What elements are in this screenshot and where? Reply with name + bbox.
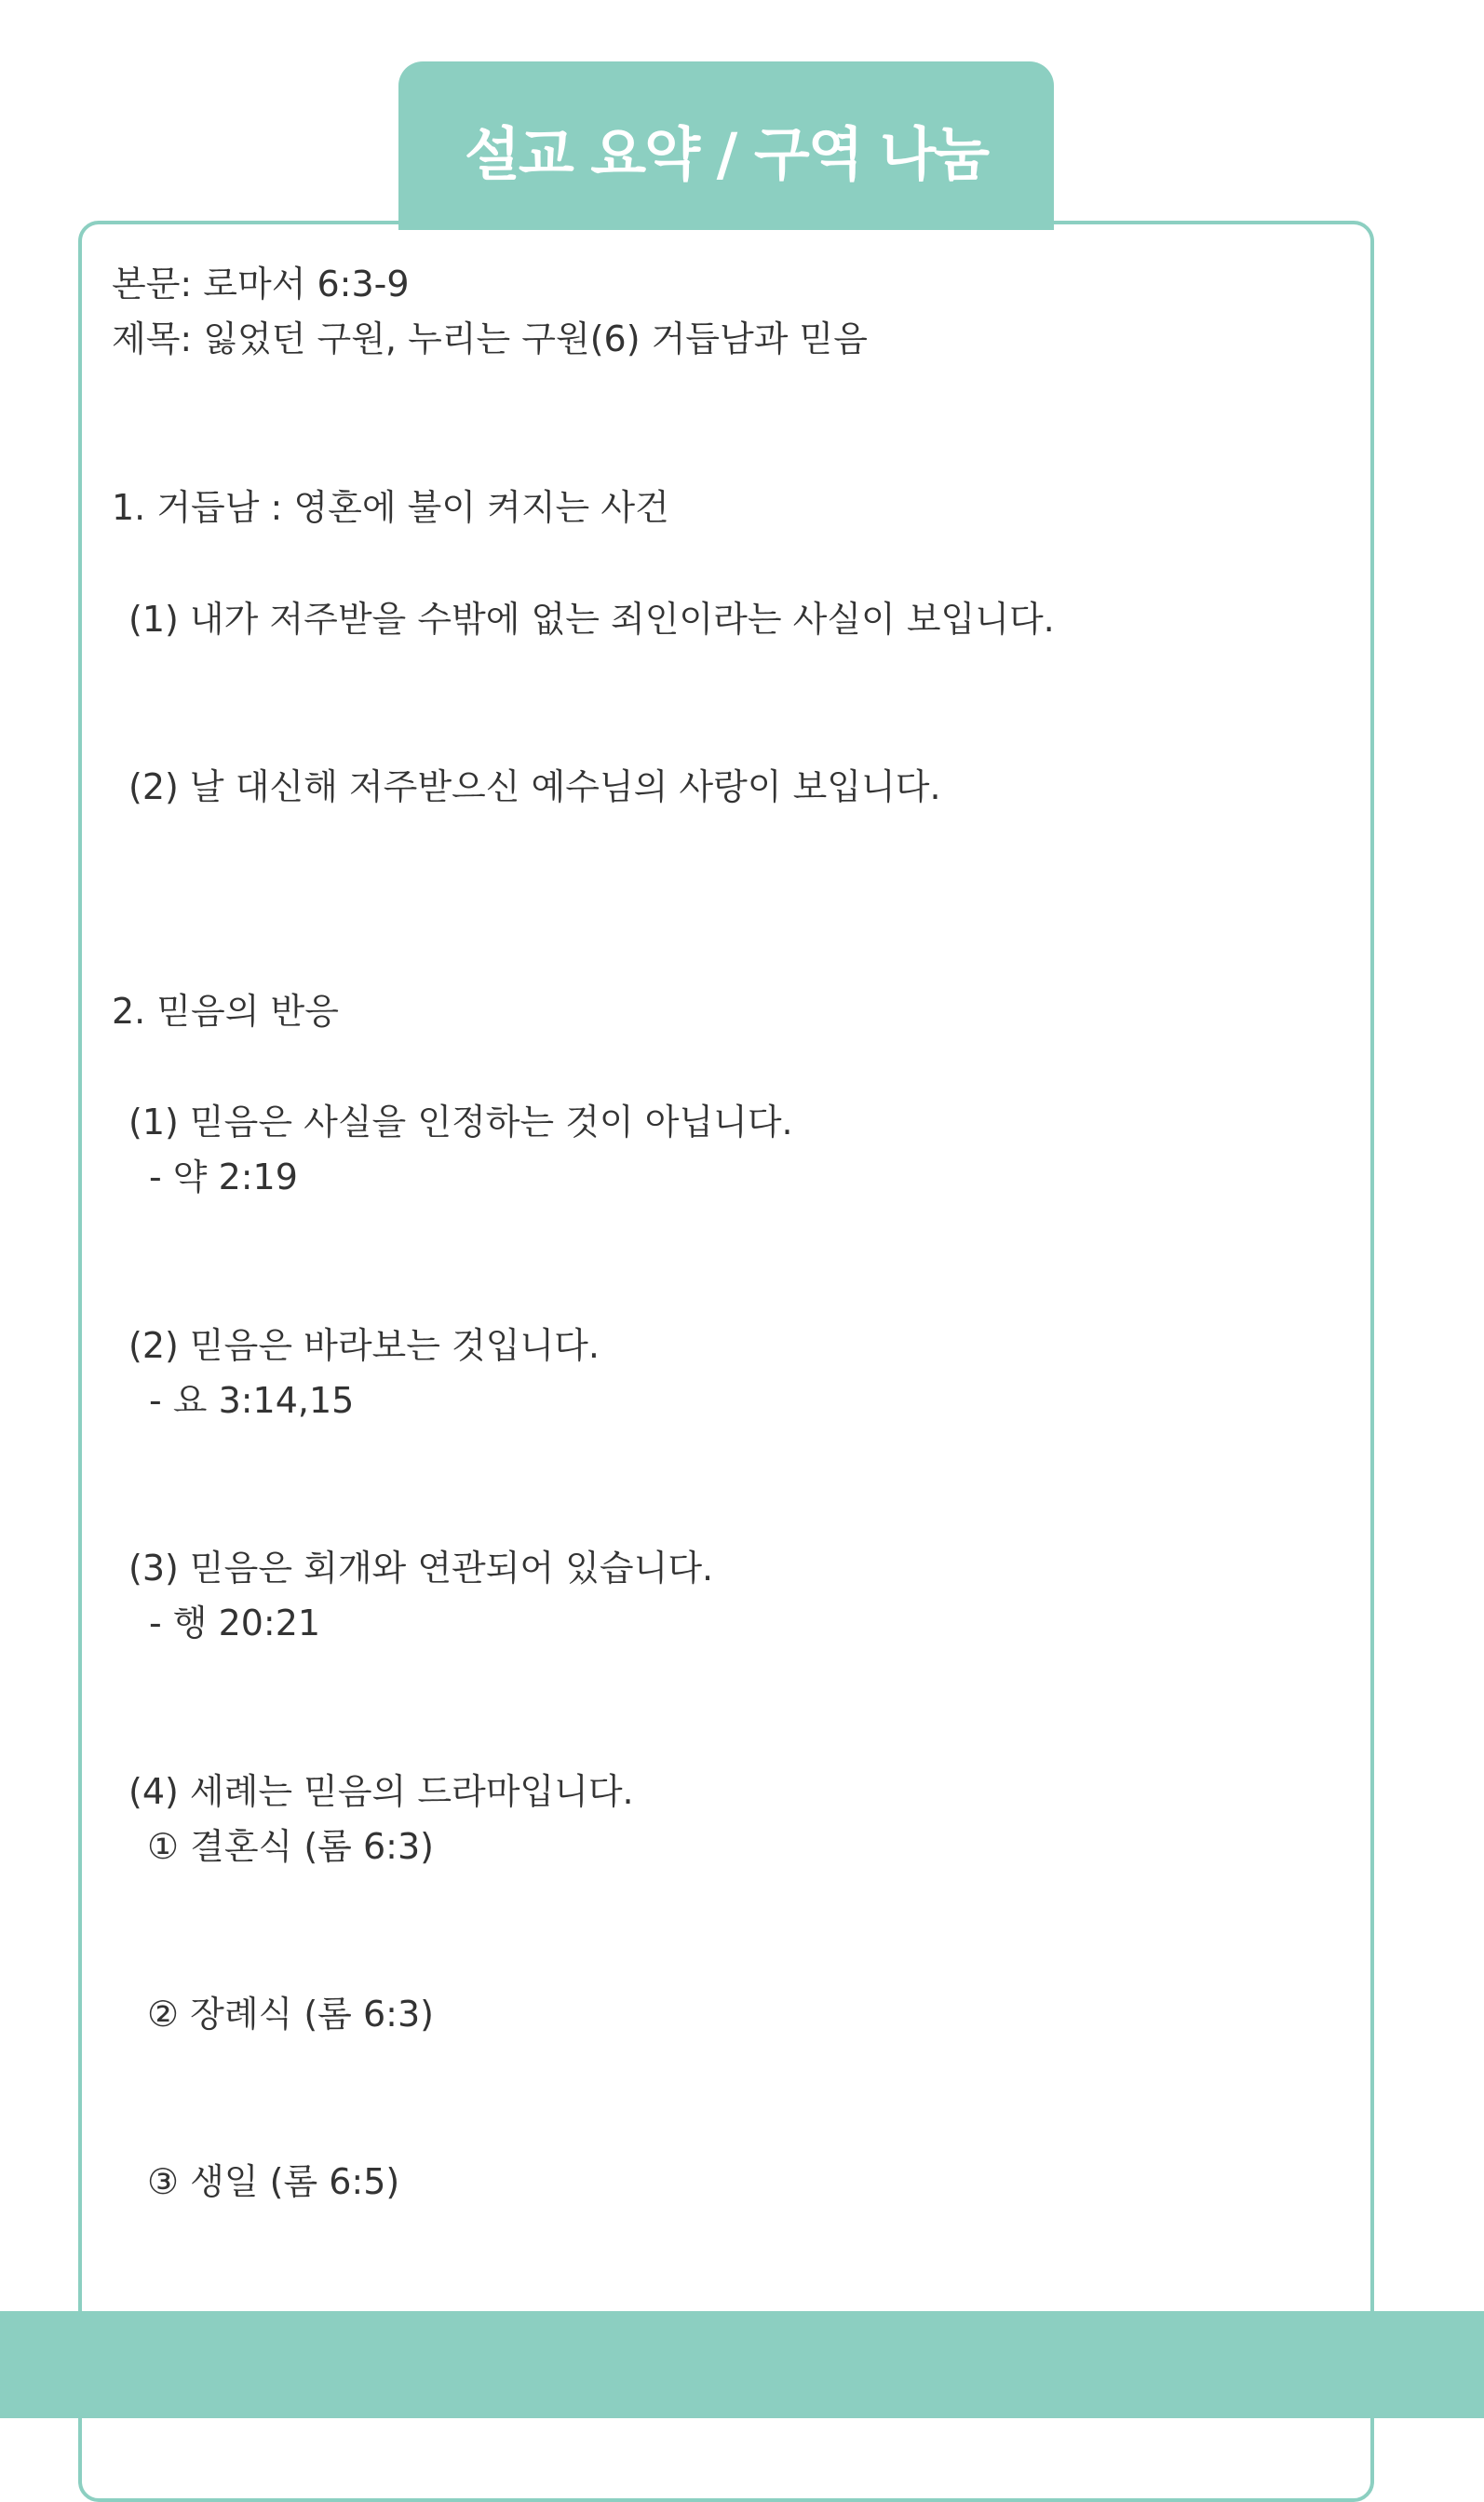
section-2-subpoint-3: ③ 생일 (롬 6:5) xyxy=(147,2161,400,2202)
section-2-point-3: (3) 믿음은 회개와 연관되어 있습니다. xyxy=(128,1548,714,1589)
page-title: 설교 요약 / 구역 나눔 xyxy=(464,120,989,188)
sermon-title-line: 제목: 잃었던 구원, 누리는 구원(6) 거듭남과 믿음 xyxy=(112,318,868,359)
section-2-point-2: (2) 믿음은 바라보는 것입니다. xyxy=(128,1325,600,1366)
section-2-point-4: (4) 세례는 믿음의 드라마입니다. xyxy=(128,1771,634,1812)
section-1-heading: 1. 거듭남 : 영혼에 불이 켜지는 사건 xyxy=(112,487,669,528)
section-2-heading: 2. 믿음의 반응 xyxy=(112,991,339,1032)
passage-line: 본문: 로마서 6:3-9 xyxy=(112,264,410,304)
section-2-subpoint-2: ② 장례식 (롬 6:3) xyxy=(147,1994,434,2035)
section-2-point-3-ref: - 행 20:21 xyxy=(149,1603,321,1643)
section-1-point-2: (2) 날 대신해 저주받으신 예수님의 사랑이 보입니다. xyxy=(128,766,941,807)
section-2-point-1-ref: - 약 2:19 xyxy=(149,1156,298,1197)
section-2-point-2-ref: - 요 3:14,15 xyxy=(149,1380,355,1421)
section-2-subpoint-1: ① 결혼식 (롬 6:3) xyxy=(147,1826,434,1867)
section-2-point-1: (1) 믿음은 사실을 인정하는 것이 아닙니다. xyxy=(128,1102,793,1143)
header-tab xyxy=(398,61,1054,230)
footer-bar xyxy=(0,2311,1484,2418)
section-1-point-1: (1) 내가 저주받을 수밖에 없는 죄인이라는 사실이 보입니다. xyxy=(128,599,1055,640)
